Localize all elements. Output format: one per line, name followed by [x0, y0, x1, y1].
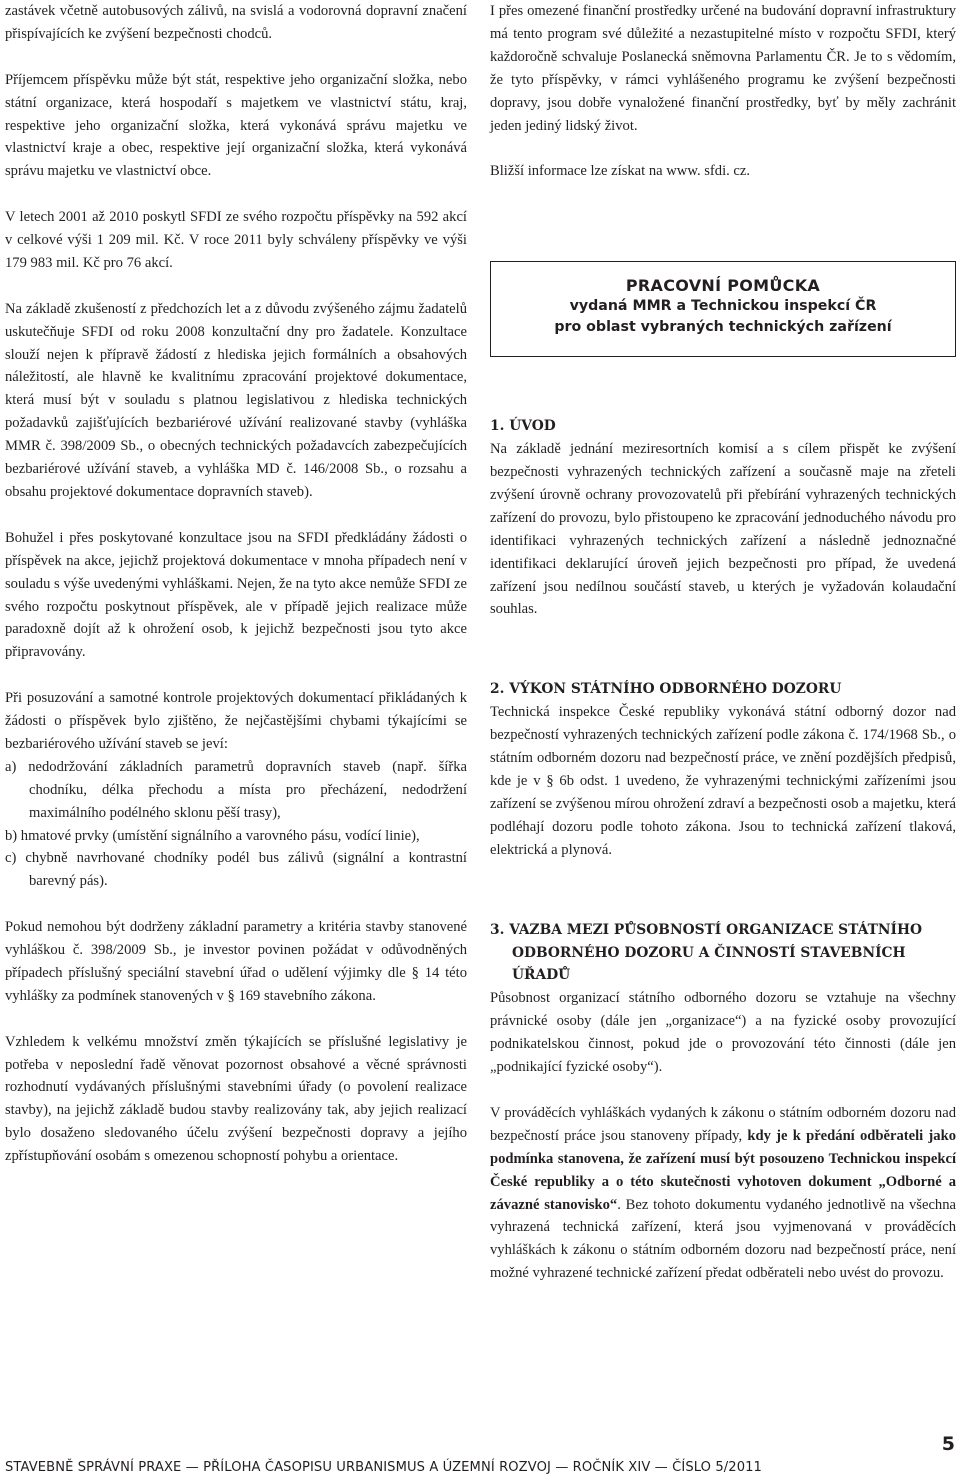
paragraph-consultations: Na základě zkušeností z předchozích let a z důvodu zvýšeného zájmu žadatelů uskutečňuje SFDI od roku 2008 konzultační dny pro žadatele. Konzultace slouží nejen k přípravě žádostí z hlediska jejich formálních a obsahových náležitostí, ale hlavně ke kvalitnímu zpracování projektové dokumentace, která musí být v souladu s platnou legislativou z hlediska technických požadavků zajišťujících bezbariérové užívání realizované stavby (vyhláška MMR č. 398/2009 Sb., o obecných technických požadavcích zabezpečujících bezbariérové užívání staveb, a vyhláška MD č. 146/2008 Sb., o rozsahu a obsahu projektové dokumentace dopravních staveb). — [5, 300, 467, 500]
error-list — [5, 756, 467, 893]
paragraph-more-info: Bližší informace lze získat na www. sfdi. cz. — [490, 163, 751, 180]
box-subtitle: pro oblast vybraných technických zařízení — [554, 319, 892, 336]
paragraph-recipient: Příjemcem příspěvku může být stát, respektive jeho organizační složka, nebo státní organizace, která hospodaří s majetkem ve vlastnictví státu, kraj, respektive jeho organizační složka, která vykonává správu majetku ve vlastnictví kraje a obec, respektive její organizační složka, která vykonává správu majetku ve vlastnictví obce. — [5, 71, 467, 180]
section-text: Působnost organizací státního odborného dozoru se vztahuje na všechny právnické osoby (dále jen „organizace“) a na fyzické osoby provozující podnikatelskou činnost, pokud jde o provozování této činnosti (dále jen „podnikající fyzické osoby“). — [490, 990, 956, 1076]
work-aid-box — [490, 261, 956, 357]
section-text: Na základě jednání meziresortních komisí a s cílem přispět ke zvýšení bezpečnosti vyhrazených technických zařízení a současně maje na zřeteli zvýšení úrovně ochrany provozovatelů při přebírání vyhrazených technických zařízení do provozu, bylo přistoupeno ke zpracování jednoduchého návodu pro identifikaci vyhrazených technických zařízení a následně jednoznačné identifikaci deklarující úroveň jejich bezpečnosti pro případ, že uvedená zařízení jsou nedílnou součástí staveb, u kterých je vyžadován kolaudační souhlas. — [490, 441, 956, 618]
section-text: Technická inspekce České republiky vykonává státní odborný dozor nad bezpečností vyhrazených technických zařízení podle zákona č. 174/1968 Sb., o státním odborném dozoru nad bezpečností práce, ve znění pozdějších předpisů, kde je v § 6b odst. 1 uvedeno, že vyhrazenými technickými zařízeními jsou zařízení se zvýšenou mírou ohrožení zdraví a bezpečnosti osob a majetku, která podléhají dozoru podle tohoto zákona. Jsou to technická zařízení tlaková, elektrická a plynová. — [490, 704, 956, 858]
paragraph-intro-end: zastávek včetně autobusových zálivů, na svislá a vodorovná dopravní značení přispívajících ke zvýšení bezpečnosti chodců. — [5, 3, 467, 42]
paragraph-unfortunately: Bohužel i přes poskytované konzultace jsou na SFDI předkládány žádosti o příspěvek na akce, jejichž projektová dokumentace v mnoha případech není v souladu s výše uvedenými vyhláškami. Nejen, že na tyto akce nemůže SFDI ze svého rozpočtu poskytnout příspěvek, ale v případě jejich realizace může paradoxně dojít až k ohrožení osob, k jejichž bezpečnosti jsou tyto akce připravovány. — [5, 529, 468, 661]
paragraph-if-not: Pokud nemohou být dodrženy základní parametry a kritéria stavby stanovené vyhláškou č. 398/2009 Sb., je investor povinen požádat v odůvodněných případech příslušný speciální stavební úřad o udělení výjimky dle § 14 této vyhlášky za podmínek stanovených v § 169 stavebního zákona. — [5, 919, 467, 1004]
list-item: b) hmatové prvky (umístění signálního a varovného pásu, vodící linie), — [5, 827, 420, 844]
page-footer: STAVEBNĚ SPRÁVNÍ PRAXE — PŘÍLOHA ČASOPISU URBANISMUS A ÚZEMNÍ ROZVOJ — ROČNÍK XIV — ČÍSLO 5/2011 — [5, 1460, 762, 1475]
section-heading: 2. VÝKON STÁTNÍHO ODBORNÉHO DOZORU — [490, 681, 842, 698]
paragraph-despite: I přes omezené finanční prostředky určené na budování dopravní infrastruktury má tento program své důležité a nezastupitelné místo v rozpočtu SFDI, který každoročně schvaluje Poslanecká sněmovna Parlamentu ČR. Je to s vědomím, že tyto příspěvky, v rámci vyhlášeného programu ke zvýšení bezpečnosti dopravy, jsou dobře vynaložené finanční prostředky, byť by měly zachránit jeden jediný lidský život. — [490, 3, 956, 134]
box-subtitle: vydaná MMR a Technickou inspekcí ČR — [569, 298, 877, 315]
page-number: 5 — [941, 1433, 955, 1455]
section-supervision — [490, 678, 956, 861]
box-title: PRACOVNÍ POMŮCKA — [625, 276, 821, 296]
section-relationship — [490, 919, 956, 1285]
paragraph-years: V letech 2001 až 2010 poskytl SFDI ze svého rozpočtu příspěvky na 592 akcí v celkové výši 1 209 mil. Kč. V roce 2011 byly schváleny příspěvky ve výši 179 983 mil. Kč pro 76 akcí. — [5, 209, 467, 271]
paragraph-changes: Vzhledem k velkému množství změn týkajících se příslušné legislativy je potřeba v neposlední řadě věnovat pozornost obsahové a věcné správnosti rozhodnutí vydávaných příslušnými stavebními úřady (o povolení realizace stavby), na jejichž základě budou stavby realizovány tak, aby jejich realizací bylo dosaženo sledovaného účelu zvýšení bezpečnosti dopravy a jejího zpřístupňování osobám s omezenou schopností pohybu a orientace. — [5, 1033, 467, 1165]
section-introduction — [490, 415, 956, 621]
list-item: a) nedodržování základních parametrů dopravních staveb (např. šířka chodníku, délka přechodu a místa pro přecházení, nedodržení maximálního podélného sklonu pěší trasy), — [5, 758, 467, 821]
section-heading: 1. ÚVOD — [490, 418, 556, 435]
left-column — [5, 0, 467, 1191]
bold-text: kdy je k předání odběrateli jako podmínka stanovena, že zařízení musí být posouzeno Technickou inspekcí České republiky a o této skutečnosti vyhotoven dokument „Odborné a závazné stanovisko“ — [490, 1127, 956, 1213]
list-item: c) chybně navrhované chodníky podél bus zálivů (signální a kontrastní barevný pás). — [5, 850, 467, 890]
section-heading: 3. VAZBA MEZI PŮSOBNOSTÍ ORGANIZACE STÁTNÍHO ODBORNÉHO DOZORU A ČINNOSTÍ STAVEBNÍCH ÚŘADŮ — [490, 921, 922, 984]
paragraph-assessment: Při posuzování a samotné kontrole projektových dokumentací přikládaných k žádosti o příspěvek bylo zjištěno, že nejčastějšími chybami týkajícími se bezbariérového užívání staveb se jeví: — [5, 690, 467, 752]
right-column — [490, 0, 956, 1308]
section-text-2: V prováděcích vyhláškách vydaných k zákonu o státním odborném dozoru nad bezpečností práce jsou stanoveny případy, kdy je k předání odběrateli jako podmínka stanovena, že zařízení musí být posouzeno Technickou inspekcí České republiky a o této skutečnosti vyhotoven dokument „Odborné a závazné stanovisko“. Bez tohoto dokumentu vydaného jednotlivě na všechna vyhrazená technická zařízení, která jsou vyjmenovaná v prováděcích vyhláškách k zákonu o státním odborném dozoru nad bezpečností práce, není možné vyhrazené technické zařízení předat odběrateli nebo uvést do provozu. — [490, 1104, 956, 1282]
